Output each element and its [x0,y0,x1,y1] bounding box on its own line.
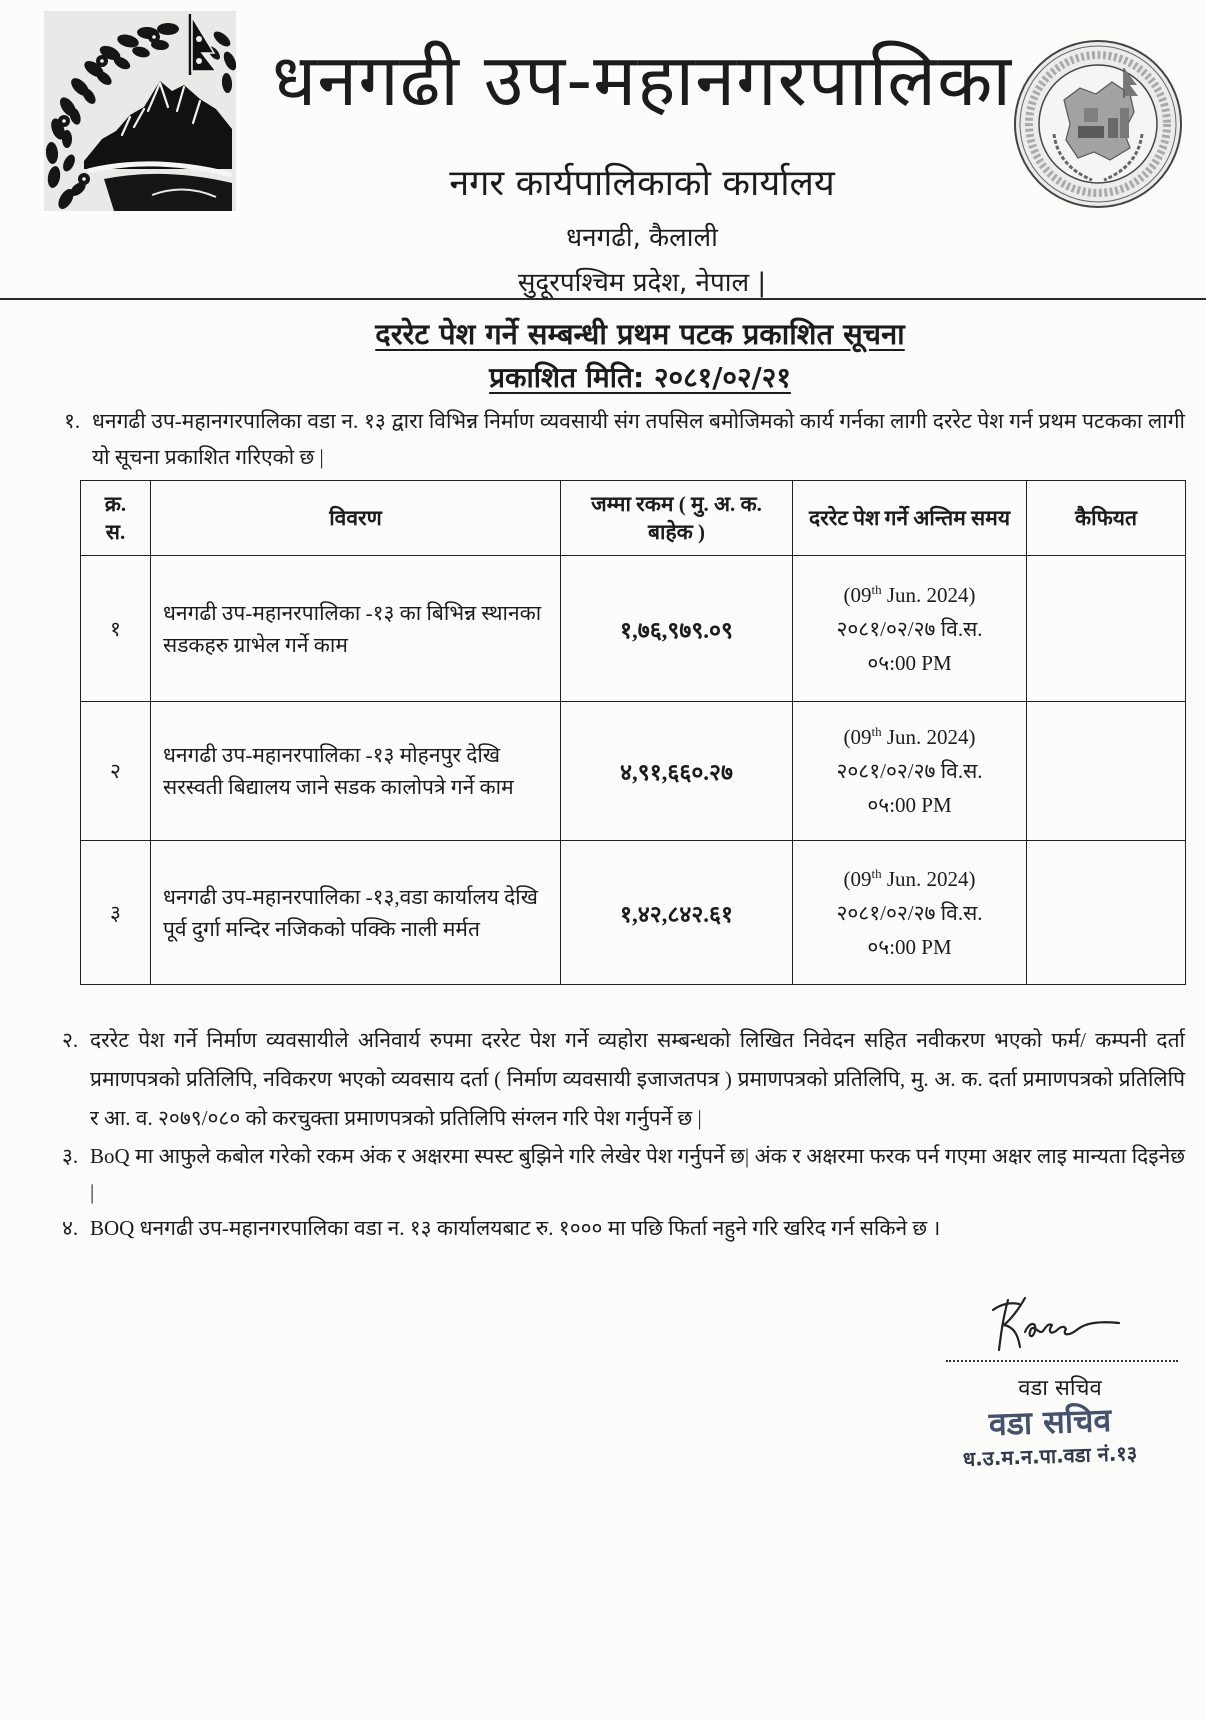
cell-remarks [1027,556,1186,702]
cell-description: धनगढी उप-महानरपालिका -१३ का बिभिन्न स्थानका सडकहरु ग्राभेल गर्ने काम [151,556,561,702]
deadline-month-year: Jun. 2024) [881,582,976,607]
cell-deadline [793,556,1027,702]
clause-text: दररेट पेश गर्ने निर्माण व्यवसायीले अनिवार्य रुपमा दररेट पेश गर्ने व्यहोरा सम्बन्धको लिखित निवेदन सहित नवीकरण भएको फर्म/ कम्पनी दर्ता प्रमाणपत्रको प्रतिलिपि, नविकरण भएको व्यवसाय दर्ता ( निर्माण व्यवसायी इजाजतपत्र ) प्रमाणपत्रको प्रतिलिपि, मु. अ. क. दर्ता प्रमाणपत्रको प्रतिलिपि र आ. व. २०७९/०८० को करचुक्ता प्रमाणपत्रको प्रतिलिपि संग्लन गरि पेश गर्नुपर्ने छ | [90,1028,1185,1130]
deadline-ad-date [805,578,1014,612]
table-header-remarks: कैफियत [1027,481,1186,556]
deadline-time: ०५:00 PM [867,650,952,675]
clause-text: धनगढी उप-महानगरपालिका वडा न. १३ द्वारा विभिन्न निर्माण व्यवसायी संग तपसिल बमोजिमको कार्य गर्नका लागी दररेट पेश गर्न प्रथम पटकका लागी यो सूचना प्रकाशित गरिएको छ | [92,409,1185,469]
clause-number: २. [62,1028,79,1052]
table-header-serial [81,481,151,556]
deadline-day: (09 [843,582,872,607]
publication-date-line [120,358,1160,398]
clause-3 [62,1138,1185,1210]
signature-line [946,1360,1178,1362]
deadline-day-suffix: th [871,581,882,597]
stamp-office: ध.उ.म.न.पा.वडा नं.१३ [962,1440,1138,1472]
deadline-ad-date [805,862,1014,896]
municipality-name: धनगढी उप-महानगरपालिका [272,38,1012,122]
cell-description: धनगढी उप-महानरपालिका -१३ मोहनपुर देखि सरस्वती बिद्यालय जाने सडक कालोपत्रे गर्ने काम [151,702,561,841]
cell-amount: १,४२,८४२.६१ [561,841,793,985]
clause-number: ३. [62,1144,79,1168]
deadline-day: (09 [843,725,872,749]
deadline-day-suffix: th [871,724,882,739]
municipality-seal-icon [1012,38,1184,210]
deadline-day: (09 [843,866,872,891]
tender-table [80,480,1186,985]
stamp-title: वडा सचिव [988,1400,1112,1444]
cell-description: धनगढी उप-महानरपालिका -१३,वडा कार्यालय देखि पूर्व दुर्गा मन्दिर नजिकको पक्कि नाली मर्मत [151,841,561,985]
office-address-district: धनगढी, कैलाली [566,223,718,253]
cell-deadline [793,841,1027,985]
deadline-time: ०५:00 PM [867,793,952,817]
clause-text: BOQ धनगढी उप-महानगरपालिका वडा न. १३ कार्यालयबाट रु. १००० मा पछि फिर्ता नहुने गरि खरिद गर्न सकिने छ । [90,1216,941,1240]
notice-heading-line [120,314,1160,354]
table-header-description: विवरण [151,481,561,556]
publication-date: प्रकाशित मिति: २०८१/०२/२१ [489,361,791,394]
deadline-month-year: Jun. 2024) [881,866,976,891]
deadline-day-suffix: th [871,865,882,881]
clause-2 [62,1021,1185,1138]
cell-serial: १ [81,556,151,702]
deadline-month-year: Jun. 2024) [881,725,976,749]
deadline-bs-date: २०८१/०२/२७ वि.स. [836,759,983,783]
office-address-province: सुदूरपश्चिम प्रदेश, नेपाल | [517,268,767,298]
handwritten-signature [985,1290,1125,1360]
table-row [81,702,1186,841]
notice-heading: दररेट पेश गर्ने सम्बन्धी प्रथम पटक प्रकाशित सूचना [375,317,905,351]
clauses-lower [62,1021,1185,1246]
clause-text: BoQ मा आफुले कबोल गरेको रकम अंक र अक्षरमा स्पस्ट बुझिने गरि लेखेर पेश गर्नुपर्ने छ| अंक र अक्षरमा फरक पर्न गएमा अक्षर लाइ मान्यता दिइनेछ | [90,1144,1185,1204]
table-header-amount: जम्मा रकम ( मु. अ. क. बाहेक ) [561,481,793,556]
nepal-emblem-icon [44,11,236,211]
office-name: नगर कार्यपालिकाको कार्यालय [449,163,835,204]
clause-number: १. [64,409,81,433]
signatory-title: वडा सचिव [1018,1376,1102,1401]
deadline-bs-date: २०८१/०२/२७ वि.स. [836,616,983,641]
cell-remarks [1027,702,1186,841]
table-row [81,841,1186,985]
deadline-ad-date [805,720,1014,754]
table-row [81,556,1186,702]
cell-remarks [1027,841,1186,985]
clause-4 [62,1210,1185,1246]
cell-serial: २ [81,702,151,841]
cell-serial: ३ [81,841,151,985]
serial-header-label: क्र. स. [104,492,127,544]
table-header-deadline: दररेट पेश गर्ने अन्तिम समय [793,481,1027,556]
cell-deadline [793,702,1027,841]
clause-1 [64,403,1185,475]
clause-number: ४. [62,1216,79,1240]
deadline-time: ०५:00 PM [867,934,952,959]
deadline-bs-date: २०८१/०२/२७ वि.स. [836,900,983,925]
header-divider [0,298,1206,300]
cell-amount: ४,९१,६६०.२७ [561,702,793,841]
table-header-row [81,481,1186,556]
cell-amount: १,७६,९७९.०९ [561,556,793,702]
